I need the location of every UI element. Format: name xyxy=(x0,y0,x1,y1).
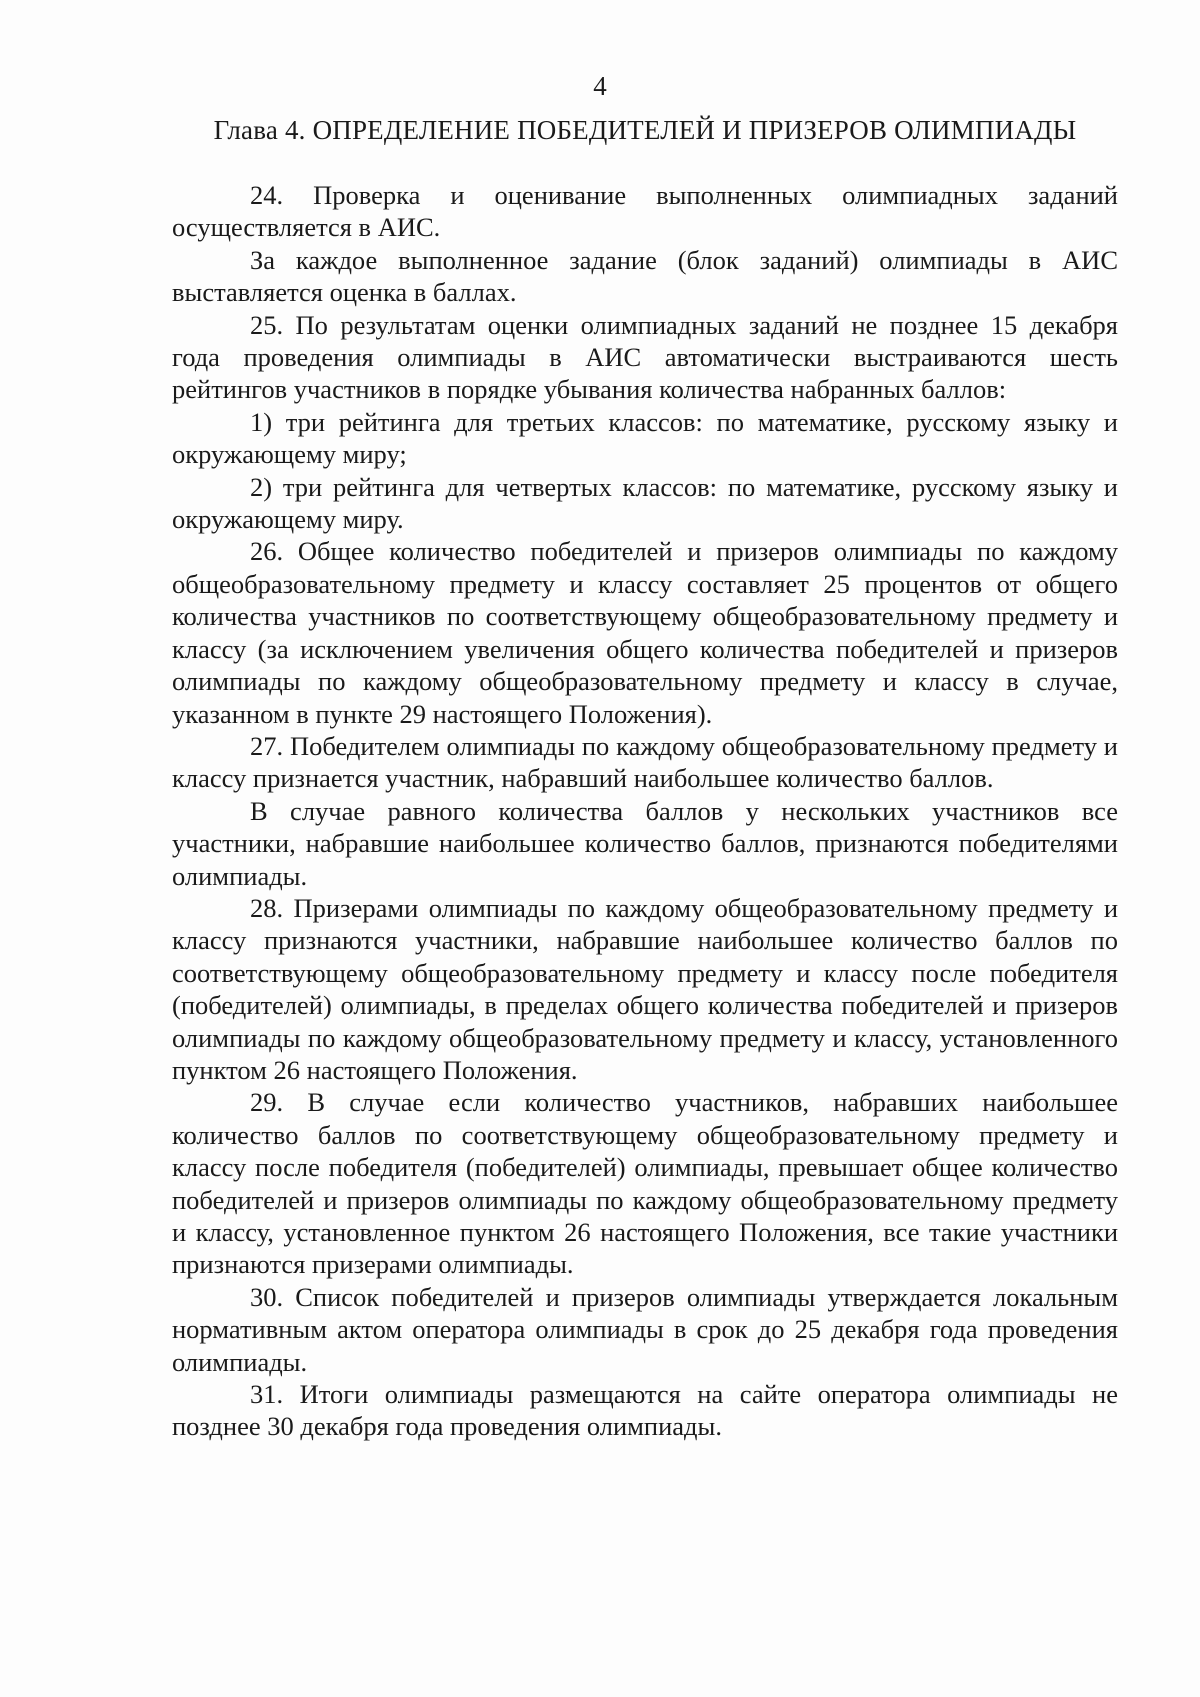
paragraph-27: 27. Победителем олимпиады по каждому общеобразовательному предмету и классу признается участник, набравший наибольшее количество баллов. xyxy=(172,730,1118,794)
page-number: 4 xyxy=(593,71,607,101)
list-item-fourth-grade: 2) три рейтинга для четвертых классов: по математике, русскому языку и окружающему миру. xyxy=(172,471,1118,535)
paragraph-28: 28. Призерами олимпиады по каждому общеобразовательному предмету и классу признаются участники, набравшие наибольшее количество баллов по соответствующему общеобразовательному предмету и классу после победителя (победителей) олимпиады, в пределах общего количества победителей и призеров олимпиады по каждому общеобразовательному предмету и классу, установленного пунктом 26 настоящего Положения. xyxy=(172,892,1118,1085)
paragraph-26: 26. Общее количество победителей и призеров олимпиады по каждому общеобразовательному предмету и классу составляет 25 процентов от общего количества участников по соответствующему общеобразовательному предмету и классу (за исключением увеличения общего количества победителей и призеров олимпиады по каждому общеобразовательному предмету и классу в случае, указанном в пункте 29 настоящего Положения). xyxy=(172,536,1118,729)
paragraph-24-assessment: За каждое выполненное задание (блок заданий) олимпиады в АИС выставляется оценка в баллах. xyxy=(172,244,1118,308)
document-body xyxy=(172,179,1118,1443)
paragraph-31: 31. Итоги олимпиады размещаются на сайте оператора олимпиады не позднее 30 декабря года проведения олимпиады. xyxy=(172,1379,1118,1442)
paragraph-25: 25. По результатам оценки олимпиадных заданий не позднее 15 декабря года проведения олимпиады в АИС автоматически выстраиваются шесть рейтингов участников в порядке убывания количества набранных баллов: xyxy=(172,309,1118,405)
paragraph-29: 29. В случае если количество участников, набравших наибольшее количество баллов по соответствующему общеобразовательному предмету и классу после победителя (победителей) олимпиады, превышает общее количество победителей и призеров олимпиады по каждому общеобразовательному предмету и классу, установленное пунктом 26 настоящего Положения, все такие участники признаются призерами олимпиады. xyxy=(172,1087,1118,1280)
chapter-title: Глава 4. ОПРЕДЕЛЕНИЕ ПОБЕДИТЕЛЕЙ И ПРИЗЕРОВ ОЛИМПИАДЫ xyxy=(213,115,1077,145)
paragraph-30: 30. Список победителей и призеров олимпиады утверждается локальным нормативным актом оператора олимпиады в срок до 25 декабря года проведения олимпиады. xyxy=(172,1281,1118,1377)
list-item-third-grade: 1) три рейтинга для третьих классов: по математике, русскому языку и окружающему миру; xyxy=(172,406,1118,470)
paragraph-27-tie: В случае равного количества баллов у нескольких участников все участники, набравшие наибольшее количество баллов, признаются победителями олимпиады. xyxy=(172,795,1118,891)
paragraph-24: 24. Проверка и оценивание выполненных олимпиадных заданий осуществляется в АИС. xyxy=(172,180,1118,243)
